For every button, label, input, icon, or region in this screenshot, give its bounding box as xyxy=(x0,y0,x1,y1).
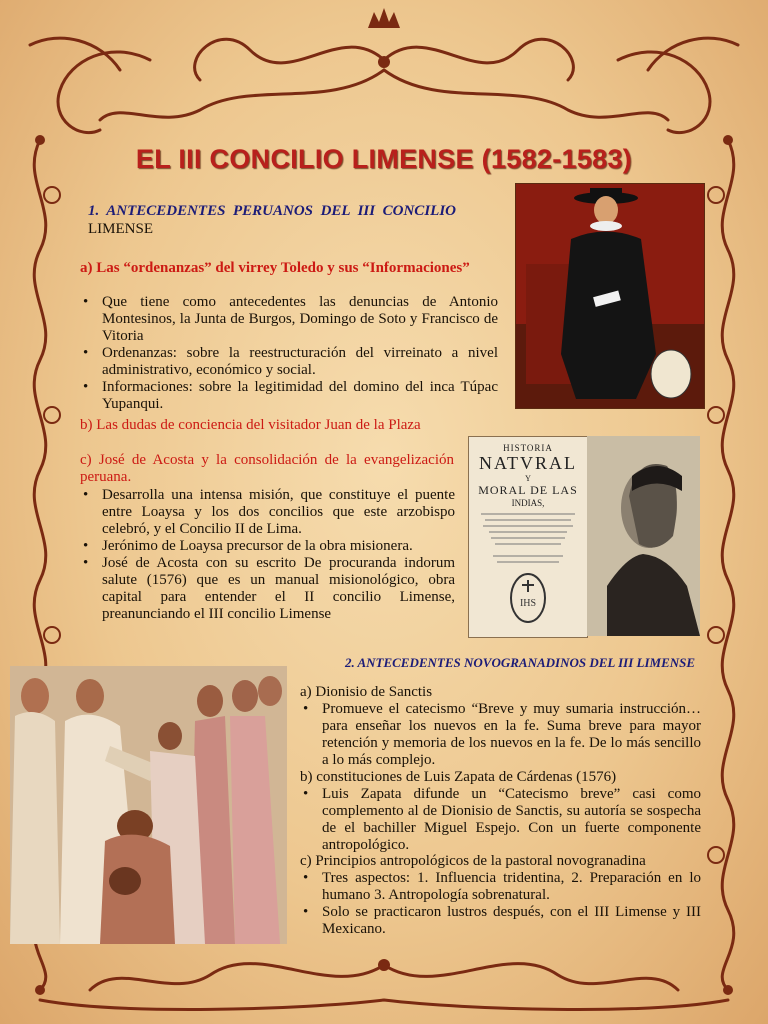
page-title: EL III CONCILIO LIMENSE (1582-1583) xyxy=(135,144,633,174)
book-line-1: HISTORIA xyxy=(503,443,553,453)
list-c xyxy=(80,487,455,623)
book-emblem xyxy=(469,508,587,630)
section-2-c-label: c) Principios antropológicos de la pastoral novogranadina xyxy=(300,853,646,869)
section-1-heading-rest: LIMENSE xyxy=(88,221,153,237)
viceroy-portrait-image xyxy=(516,184,704,408)
viceroy-portrait xyxy=(515,183,705,409)
acosta-engraving-image xyxy=(587,436,700,636)
list-2c xyxy=(300,870,701,938)
list-item: • Desarrolla una intensa misión, que constituye el puente entre Loaysa y los dos concilios que este arzobispo celebró, y el Concilio II de Lima. xyxy=(80,487,455,538)
book-line-2: NATVRAL xyxy=(479,453,577,473)
list-item: • Ordenanzas: sobre la reestructuración del virreinato a nivel administrativo, económico y social. xyxy=(80,345,498,379)
list-item: • Solo se practicaron lustros después, con el III Limense y III Mexicano. xyxy=(300,904,701,938)
section-2-heading: 2. ANTECEDENTES NOVOGRANADINOS DEL III LIMENSE xyxy=(344,655,696,670)
list-item: • Jerónimo de Loaysa precursor de la obra misionera. xyxy=(80,538,455,555)
acosta-engraving xyxy=(587,436,700,636)
list-item: • José de Acosta con su escrito De procuranda indorum salute (1576) que es un manual misionológico, obra capital para entender el II concilio Limense, preanunciando el III concilio Limense xyxy=(80,555,455,623)
book-line-3: Y xyxy=(525,474,531,483)
list-item: • Que tiene como antecedentes las denuncias de Antonio Montesinos, la Junta de Burgos, Domingo de Soto y Francisco de Vitoria xyxy=(80,294,498,345)
subheading-c: c) José de Acosta y la consolidación de la evangelización peruana. xyxy=(80,452,454,485)
list-2b xyxy=(300,786,701,854)
list-2a xyxy=(300,701,701,769)
list-item: • Luis Zapata difunde un “Catecismo breve” casi como complemento al de Dionisio de Sanctis, su autoría se sospecha de el bachiller Miguel Espejo. Con un fuerte componente antropológico. xyxy=(300,786,701,854)
subheading-a: a) Las “ordenanzas” del virrey Toledo y sus “Informaciones” xyxy=(80,260,470,276)
section-2-a-label: a) Dionisio de Sanctis xyxy=(300,684,433,700)
section-1-heading xyxy=(88,202,456,238)
section-2-b-label: b) constituciones de Luis Zapata de Cárdenas (1576) xyxy=(300,769,617,785)
list-item: • Promueve el catecismo “Breve y muy sumaria instrucción… para enseñar los nuevos en la fe. Suma breve para mayor retención y memoria de los nuevos en la fe. De lo más sencillo a lo más complejo. xyxy=(300,701,701,769)
list-a xyxy=(80,294,498,413)
book-line-4: MORAL DE LAS xyxy=(478,483,578,497)
book-cover xyxy=(468,436,588,638)
book-line-5: INDIAS, xyxy=(511,498,545,508)
list-item: • Informaciones: sobre la legitimidad del domino del inca Túpac Yupanqui. xyxy=(80,379,498,413)
list-item: • Tres aspectos: 1. Influencia tridentina, 2. Preparación en lo humano 3. Antropología sobrenatural. xyxy=(300,870,701,904)
section-1-heading-italic: 1. ANTECEDENTES PERUANOS DEL III CONCILIO xyxy=(88,203,456,219)
book-monogram: IHS xyxy=(519,598,537,609)
baptism-painting xyxy=(10,666,287,944)
baptism-painting-image xyxy=(10,666,287,944)
subheading-b: b) Las dudas de conciencia del visitador Juan de la Plaza xyxy=(80,417,421,433)
